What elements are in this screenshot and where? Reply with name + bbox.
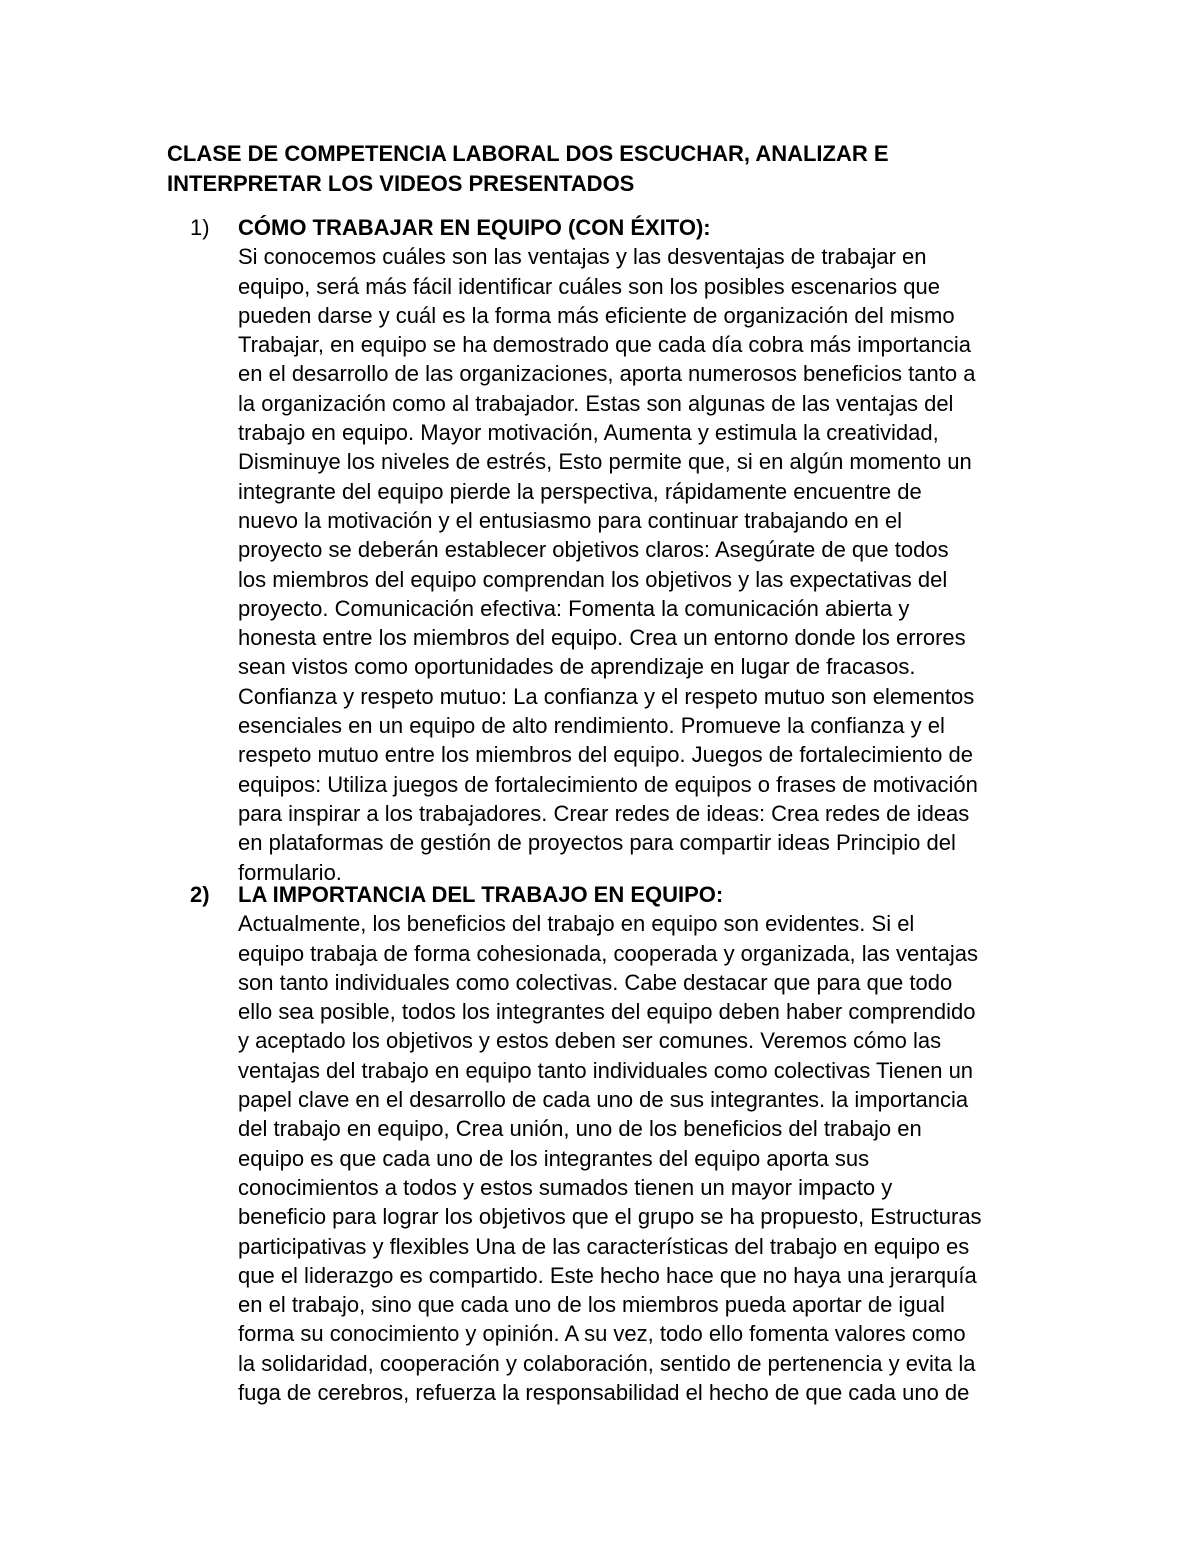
- body-text-line: respeto mutuo entre los miembros del equipo. Juegos de fortalecimiento de: [238, 742, 973, 768]
- body-text-line: conocimientos a todos y estos sumados tienen un mayor impacto y: [238, 1174, 893, 1200]
- body-text-line: fuga de cerebros, refuerza la responsabilidad el hecho de que cada uno de: [238, 1380, 970, 1406]
- body-text-line: equipo es que cada uno de los integrantes del equipo aporta sus: [238, 1145, 870, 1171]
- section-number: 1): [190, 215, 210, 240]
- body-text-line: sean vistos como oportunidades de aprendizaje en lugar de fracasos.: [238, 654, 916, 680]
- section-importancia-del-trabajo-en-equipo: [190, 880, 1040, 1407]
- body-text-line: beneficio para lograr los objetivos que el grupo se ha propuesto, Estructuras: [238, 1204, 982, 1230]
- body-text-line: ello sea posible, todos los integrantes del equipo deben haber comprendido: [238, 999, 976, 1025]
- body-text-line: formulario.: [238, 859, 342, 885]
- body-text-line: para inspirar a los trabajadores. Crear redes de ideas: Crea redes de ideas: [238, 800, 970, 826]
- section-heading: [190, 880, 1040, 909]
- body-text-line: proyecto se deberán establecer objetivos claros: Asegúrate de que todos: [238, 537, 949, 563]
- body-text-line: esenciales en un equipo de alto rendimiento. Promueve la confianza y el: [238, 713, 945, 739]
- body-text-line: Si conocemos cuáles son las ventajas y las desventajas de trabajar en: [238, 244, 927, 270]
- body-text-line: Actualmente, los beneficios del trabajo en equipo son evidentes. Si el: [238, 911, 915, 937]
- body-text-line: Confianza y respeto mutuo: La confianza y el respeto mutuo son elementos: [238, 683, 975, 709]
- body-text-line: son tanto individuales como colectivas. Cabe destacar que para que todo: [238, 969, 953, 995]
- document-title: CLASE DE COMPETENCIA LABORAL DOS ESCUCHAR, ANALIZAR E INTERPRETAR LOS VIDEOS PRESENTADOS: [167, 141, 889, 196]
- section-como-trabajar-en-equipo: [190, 213, 1040, 887]
- body-text-line: en plataformas de gestión de proyectos para compartir ideas Principio del: [238, 830, 956, 856]
- body-text-line: del trabajo en equipo, Crea unión, uno de los beneficios del trabajo en: [238, 1116, 922, 1142]
- body-text-line: forma su conocimiento y opinión. A su vez, todo ello fomenta valores como: [238, 1321, 966, 1347]
- body-text-line: equipos: Utiliza juegos de fortalecimiento de equipos o frases de motivación: [238, 771, 978, 797]
- section-body: [238, 242, 1040, 887]
- section-title: LA IMPORTANCIA DEL TRABAJO EN EQUIPO:: [238, 882, 724, 907]
- body-text-line: honesta entre los miembros del equipo. Crea un entorno donde los errores: [238, 625, 966, 651]
- body-text-line: equipo, será más fácil identificar cuáles son los posibles escenarios que: [238, 273, 940, 299]
- body-text-line: la solidaridad, cooperación y colaboración, sentido de pertenencia y evita la: [238, 1350, 976, 1376]
- body-text-line: la organización como al trabajador. Estas son algunas de las ventajas del: [238, 390, 954, 416]
- section-number: 2): [190, 882, 210, 907]
- body-text-line: pueden darse y cuál es la forma más eficiente de organización del mismo: [238, 302, 955, 328]
- body-text-line: Trabajar, en equipo se ha demostrado que cada día cobra más importancia: [238, 332, 971, 358]
- body-text-line: proyecto. Comunicación efectiva: Fomenta la comunicación abierta y: [238, 595, 910, 621]
- body-text-line: que el liderazgo es compartido. Este hecho hace que no haya una jerarquía: [238, 1262, 977, 1288]
- section-title: CÓMO TRABAJAR EN EQUIPO (CON ÉXITO):: [238, 215, 711, 240]
- body-text-line: integrante del equipo pierde la perspectiva, rápidamente encuentre de: [238, 478, 922, 504]
- body-text-line: Disminuye los niveles de estrés, Esto permite que, si en algún momento un: [238, 449, 972, 475]
- body-text-line: papel clave en el desarrollo de cada uno de sus integrantes. la importancia: [238, 1087, 969, 1113]
- body-text-line: trabajo en equipo. Mayor motivación, Aumenta y estimula la creatividad,: [238, 420, 939, 446]
- section-body: [238, 909, 1040, 1407]
- body-text-line: ventajas del trabajo en equipo tanto individuales como colectivas Tienen un: [238, 1057, 974, 1083]
- body-text-line: participativas y flexibles Una de las características del trabajo en equipo es: [238, 1233, 970, 1259]
- body-text-line: los miembros del equipo comprendan los objetivos y las expectativas del: [238, 566, 948, 592]
- section-heading: [190, 213, 1040, 242]
- body-text-line: nuevo la motivación y el entusiasmo para continuar trabajando en el: [238, 507, 903, 533]
- body-text-line: en el desarrollo de las organizaciones, aporta numerosos beneficios tanto a: [238, 361, 976, 387]
- body-text-line: equipo trabaja de forma cohesionada, cooperada y organizada, las ventajas: [238, 940, 978, 966]
- body-text-line: en el trabajo, sino que cada uno de los miembros pueda aportar de igual: [238, 1292, 945, 1318]
- body-text-line: y aceptado los objetivos y estos deben ser comunes. Veremos cómo las: [238, 1028, 942, 1054]
